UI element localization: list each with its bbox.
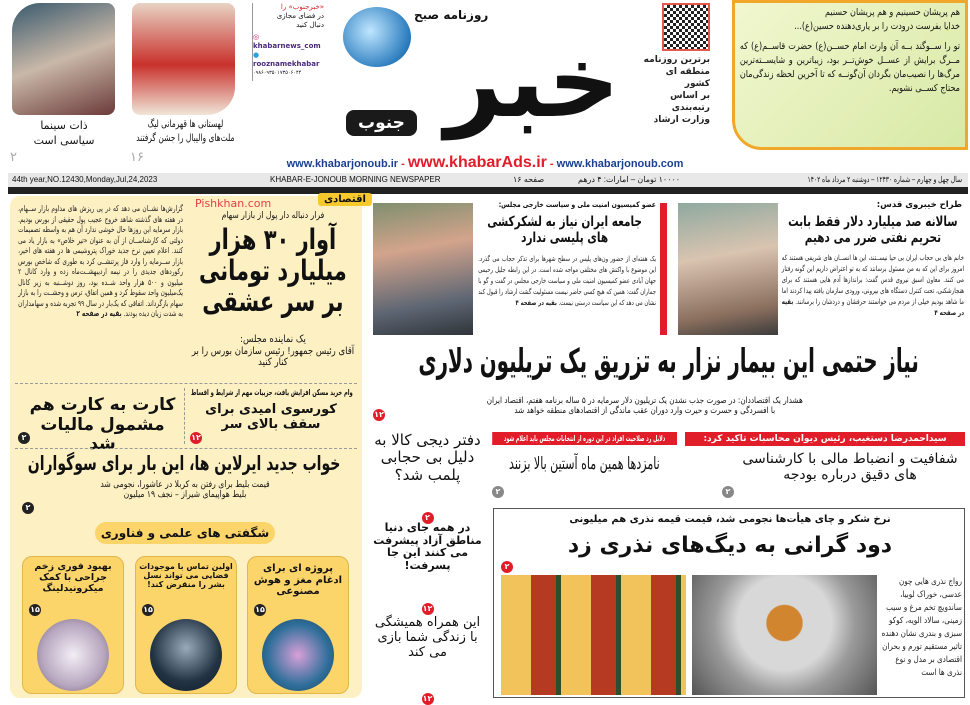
article-body: یک هفته‌ای از حضور ون‌های پلیس در سطح شهرها برای تذکر حجاب می گذرد. این موضوع با واکنش های مختلفی مواجه شده است. در این رابطه جلیل رحیمی جهان آبادی عضو کمیسیون امنیت ملی و سیاست خارجی مجلس در گفت و گو با جماران گفت: همین که هیچ کسی حاضر نیست مسئولیت گشت ارشاد را قبول کند نشان می دهد که این سیاست درستی نیست. بقیه در صفحه ۴ — [478, 255, 656, 307]
red-label: سیداحمدرضا دستغیب، رئیس دیوان محاسبات تاکید کرد: — [685, 432, 965, 446]
science-card[interactable]: بهبود فوری زخم جراحی با کمک میکرونیدلینگ ۱۵ — [22, 556, 124, 694]
page-badge: ۲ — [492, 486, 504, 498]
headline[interactable]: آوار ۳۰ هزار میلیارد تومانی بر سر عشقی — [198, 223, 347, 318]
logo-subtitle: جنوب — [346, 110, 417, 136]
quote-text: هم پریشان حسینیم و هم پریشان حسنیم خدایا بفرست درودت را بر یاری‌دهنده حسین(ع)... تو را ســوگند بــه آن وارث امام حســن(ع) حضرت قاســم(ع) که مــرگ برایش از عســل خوش‌تــر بود، زیباترین و شایســته‌ترین مرگ‌ها را نصیب‌مان بگردان آن‌گونــه که تا آخرین لحظه زندگی‌مان محتاج کســی نشویم. — [739, 7, 960, 94]
headline[interactable]: این همراه همیشگی با زندگی شما بازی می کند — [374, 615, 481, 660]
headline[interactable]: کارت به کارت هم مشمول مالیات شد — [29, 395, 176, 455]
kicker: عضو کمیسیون امنیت ملی و سیاست خارجی مجلس: — [498, 200, 656, 209]
science-card[interactable]: پروژه ای برای ادغام مغز و هوش مصنوعی ۱۵ — [247, 556, 349, 694]
sub-headline: یک نماینده مجلس: آقای رئیس جمهور! رئیس سازمان بورس را بر کنار کنید — [191, 334, 355, 368]
page-number: ۲ — [10, 150, 17, 165]
divider — [15, 448, 357, 449]
science-section-title: شگفتی های علمی و فناوری — [95, 522, 275, 544]
divider — [184, 388, 185, 444]
page-badge: ۲ — [501, 561, 513, 573]
headline[interactable]: شفافیت و انضباط مالی با کارشناسی های دقیق درباره بودجه — [742, 451, 958, 484]
section-tag: اقتصادی — [318, 193, 372, 206]
red-label: دلایل رد صلاحیت افراد در این دوره از انتخابات مجلس باید اعلام شود — [492, 432, 677, 445]
divider — [8, 187, 968, 194]
website-urls: www.khabarjonoub.ir - www.khabarAds.ir - www.khabarjonoub.com — [286, 154, 684, 171]
page-badge: ۲ — [18, 432, 30, 444]
photo-cinema-figure — [12, 3, 115, 115]
telegram-link[interactable]: ● rooznamekhabar — [253, 51, 320, 68]
headline[interactable]: در همه جای دنیا مناطق آزاد پیشرفت می کنند این جا پسرفت! — [373, 521, 482, 572]
lead-sub: هشدار یک اقتصاددان: در صورت جذب نشدن یک تریلیون دلار سرمایه در ۵ ساله برنامه هفتم، اقتصاد ایران با افسردگی و حسرت و حیرت وارد دوران عقب ماندگی از اقتصادهای منطقه خواهد شد — [486, 396, 803, 416]
photo-quds-official — [678, 203, 778, 335]
info-bar: 44th year,NO.12430,Monday,Jul,24,2023 KHABAR-E-JONOUB MORNING NEWSPAPER ۱۶ صفحه ۱۰۰۰۰ تومان – امارات: ۴ درهم سال چهل و چهارم – شماره ۱۲۴۳۰ – دوشنبه ۲ مرداد ماه ۱۴۰۲ — [8, 173, 968, 187]
page-badge: ۲ — [722, 486, 734, 498]
url-link[interactable]: www.khabarjonoub.com — [556, 158, 684, 170]
kicker: نرخ شکر و چای هیأت‌ها نجومی شد، قیمت قیمه نذری هم میلیونی — [569, 514, 891, 525]
photo-volleyball — [132, 3, 235, 115]
page-badge: ۱۲ — [422, 604, 433, 613]
kicker: وام خرید مسکن افزایش یافت، جزییات مهم از شرایط و اقساط — [190, 388, 353, 397]
article-body: گزارش‌ها نشــان می دهد که در پی ریزش های مداوم بازار ســهام، در هفته های گذشته شاهد خروج عجیب پول حقیقی از بورس بودیم. بازار سرمایه این روزها حال خوشی ندارد آن هم به واسطه تصمیمات دولتی که کارشناســان از آن به عنوان «تیر خلاص» به بازار یاد می کنند. اعلام تعیین نرخ جدید خوراک پتروشیمی ها در هفته های اخیر، بازار ســرمایه را وارد فاز پرتنشــی کرد به طوری که شاخص بورس رکوردهای جدیدی را در نیمه اردیبهشــت‌ماه زده و وارد کانال ۲ میلیون و ۵۰۰ هزار واحد شــده بود، روز دوشــنبه به زیر کانال یک‌میلیون واحد سقوط کرد و همین اتفاق، ترس و وحشــت را به بازار سهام بازگرداند. اتفاقی که یک‌بار در سال ۹۹ تجربه شده و سهامداران به شدت زیان دیده بودند. بقیه در صفحه ۲ — [18, 204, 184, 318]
photo-mp — [373, 203, 473, 335]
headline[interactable]: دود گرانی به دیگ‌های نذری زد — [567, 533, 893, 558]
brain-image — [262, 619, 334, 691]
page-badge: ۱۲ — [422, 694, 433, 703]
url-link[interactable]: www.khabarjonoub.ir — [286, 158, 399, 170]
lead-headline[interactable]: نیاز حتمی این بیمار نزار به تزریق یک تریلیون دلاری — [418, 341, 919, 380]
instagram-link[interactable]: ◎ khabarnews_com — [253, 33, 321, 50]
telegram-icon: ● — [253, 51, 260, 59]
photo-caption: لهستانی ها قهرمانی لیگ ملت‌های والیبال را جشن گرفتند — [136, 119, 235, 144]
sub-headline: قیمت بلیط برای رفتن به کربلا در عاشورا، نجومی شد بلیط هواپیمای شیراز – نجف ۱۹ میلیون — [100, 480, 270, 501]
side-text: رواج نذری هایی چون عدسی، خوراک لوبیا، ساندویچ تخم مرغ و سیب زمینی، سالاد الویه، کوکو سبزی و بندری نشان دهنده تاثیر مستقیم تورم و بحران اقتصادی بر مدل و نوع نذری ها است — [881, 577, 962, 678]
ads-url-link[interactable]: www.khabarAds.ir — [407, 154, 547, 171]
headline[interactable]: کورسوی امیدی برای سقف بالای سر — [205, 402, 337, 432]
newspaper-logo: روزنامه صبح خبر جنوب — [338, 2, 628, 152]
social-box: «خبرجنوب» را در فضای مجازی دنبال کنید ◎ khabarnews_com ● rooznamekhabar ۰۹۸۶۰۹۳۵۰۱۷۳۵۰۶۰۴۴ — [252, 3, 326, 81]
kicker: طراح خیبروی قدس: — [876, 200, 962, 210]
logo-wordmark: خبر — [444, 23, 620, 140]
watermark: Pishkhan.com — [195, 197, 272, 210]
page-badge: ۱۲ — [191, 433, 201, 442]
headline[interactable]: خواب جدید ایرلاین ها، این بار برای سوگواران — [27, 451, 341, 475]
science-card[interactable]: اولین تماس با موجودات فضایی می تواند نسل بشر را منقرض کند! ۱۵ — [135, 556, 237, 694]
qr-code[interactable] — [662, 3, 710, 51]
divider — [15, 383, 357, 384]
phone-number: ۰۹۸۶۰۹۳۵۰۱۷۳۵۰۶۰۴۴ — [253, 70, 302, 76]
instagram-icon: ◎ — [253, 33, 260, 41]
headline[interactable]: جامعه ایران نیاز به لشکرکشی های پلیسی ندارد — [487, 214, 643, 247]
page-number: ۱۶ — [130, 150, 144, 165]
page-badge: ۲ — [370, 505, 485, 524]
page-badge: ۲ — [22, 502, 34, 514]
headline[interactable]: دفتر دیجی کالا به دلیل بی حجابی پلمب شد؟ — [374, 431, 481, 484]
divider — [660, 203, 667, 335]
microneedling-image — [37, 619, 109, 691]
headline[interactable]: سالانه صد میلیارد دلار فقط بابت تحریم نفتی ضرر می دهیم — [788, 214, 958, 247]
page-badge: ۱۲ — [374, 410, 384, 419]
photo-nazri-bowls — [692, 575, 877, 695]
photo-caption: ذات سینما سیاسی است — [33, 119, 95, 147]
photo-nazri-food — [501, 575, 686, 695]
kicker: فرار دنباله دار پول از بازار سهام — [221, 211, 325, 221]
ufo-image — [150, 619, 222, 691]
article-body: خانم های بی حجاب ایران بی حیا نیســتند، این ها انســان های شریفی هستند که امروز برای این که به من مسئول برسانند که به تو اعتراض داریم این گونه رفتار می کنند. معاون اسبق نیروی قدس گفت: براندازها آدم هایی هستند که برای هنجارشکنی، تحت کنترل دستگاه های بیرونی، ورودی سازمان یافته پیدا کردند اما ما شاهد بودیم خیلی از مردم می خواستند حرفشان و دردشان را برسانند. بقیه در صفحه ۴ — [781, 253, 964, 317]
qr-caption: برترین روزنامه منطقه ای کشور بر اساس رتبه‌بندی وزارت ارشاد — [643, 55, 710, 125]
globe-icon — [343, 7, 411, 67]
headline[interactable]: نامزدها همین ماه آستین بالا بزنند — [509, 454, 660, 474]
